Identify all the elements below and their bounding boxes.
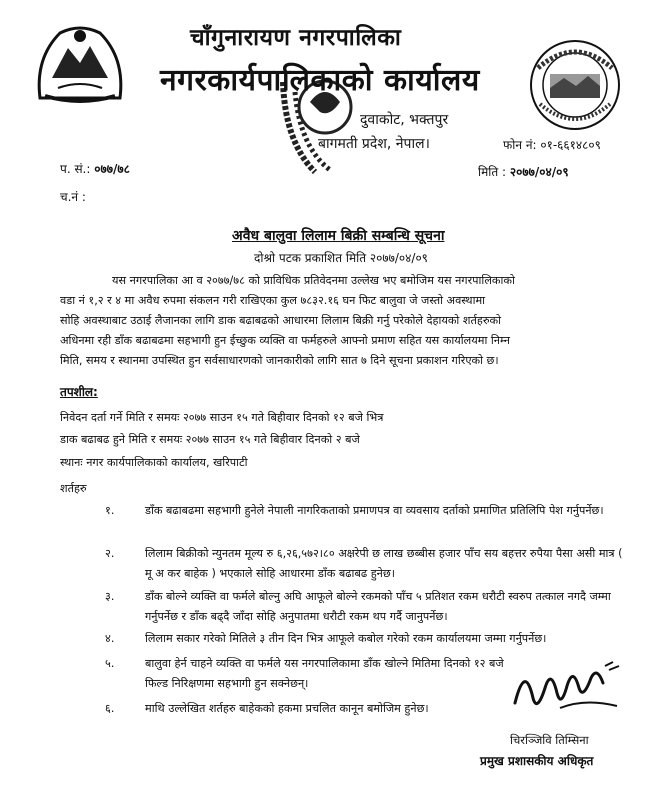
term-number: २. <box>105 547 115 560</box>
signature-icon <box>505 658 625 718</box>
date-label: मिति : <box>478 165 507 179</box>
reference-value: ०७७/७८ <box>94 162 130 176</box>
date-value: २०७७/०४/०९ <box>509 165 569 179</box>
body-line: यस नगरपालिका आ व २०७७/७८ को प्राविधिक प्रतिवेदनमा उल्लेख भए बमोजिम यस नगरपालिकाको <box>112 274 515 287</box>
office-name: नगरकार्यपालिकाको कार्यालय <box>160 63 480 98</box>
municipality-name: चाँगुनारायण नगरपालिका <box>190 25 402 51</box>
term-text: लिलाम बिक्रीको न्युनतम मूल्य रु ६,२६,५७२।८० अक्षरेपी छ लाख छब्बीस हजार पाँच सय बहत्तर रुपैया पैसा असी मात्र ( मू अ कर बाहेक ) भएकाले सोहि आधारमा डाँक बढाबढ हुनेछ। <box>145 547 623 580</box>
term-text: लिलाम सकार गरेको मितिले ३ तीन दिन भित्र आफूले कबोल गरेको रकम कार्यालयमा जम्मा गर्नुपर्नेछ। <box>145 632 547 645</box>
address-line-2: बागमती प्रदेश, नेपाल। <box>318 136 430 152</box>
letter-date <box>478 163 569 180</box>
detail-item: निवेदन दर्ता गर्ने मिति र समयः २०७७ साउन १५ गते बिहीवार दिनको १२ बजे भित्र <box>60 411 384 424</box>
term-number: ३. <box>105 590 115 603</box>
details-heading: तपशील: <box>60 385 98 399</box>
municipality-seal-icon <box>528 38 622 132</box>
signatory-name: चिरञ्जिवि तिम्सिना <box>510 733 589 747</box>
detail-item: स्थानः नगर कार्यपालिकाको कार्यालय, खरिपाटी <box>60 456 248 469</box>
term-text: डाँक बढाबढमा सहभागी हुनेले नेपाली नागरिकताको प्रमाणपत्र वा व्यवसाय दर्ताको प्रमाणित प्रतिलिपि पेश गर्नुपर्नेछ। <box>145 504 604 517</box>
phone-number: फोन नं: ०१-६६१४८०९ <box>503 138 601 152</box>
term-number: ५. <box>105 657 115 670</box>
address-line-1: दुवाकोट, भक्तपुर <box>360 112 449 128</box>
reference-label: प. सं.: <box>60 162 91 176</box>
notice-body <box>60 271 620 371</box>
term-number: ४. <box>105 632 115 645</box>
signatory-title: प्रमुख प्रशासकीय अधिकृत <box>480 754 594 768</box>
dispatch-number-label: च.नं : <box>60 190 86 204</box>
term-text: डाँक बोल्ने व्यक्ति वा फर्मले बोल्नु अघि आफूले बोल्ने रकमको पाँच ५ प्रतिशत रकम धरौटी स्वरुप तत्काल नगदै जम्मा गर्नुपर्नेछ र डाँक बढ्दै जाँदा सोहि अनुपातमा धरौटी रकम थप गर्दै जानुपर्नेछ। <box>145 590 611 623</box>
reference-number <box>60 160 130 177</box>
body-line: वडा नं १,२ र ४ मा अवैध रुपमा संकलन गरी राखिएका कुल ७८३२.१६ घन फिट बालुवा जे जस्तो अवस्थामा <box>60 294 486 307</box>
terms-heading: शर्तहरु <box>60 482 87 495</box>
body-line: मिति, समय र स्थानमा उपस्थित हुन सर्वसाधारणको जानकारीको लागि सात ७ दिने सूचना प्रकाशन गरिएको छ। <box>60 354 499 367</box>
term-number: १. <box>105 504 115 517</box>
body-line: सोहि अवस्थाबाट उठाई लैजानका लागि डाक बढाबढको आधारमा लिलाम बिक्री गर्नु परेकोले देहायको शर्तहरुको <box>60 314 501 327</box>
term-text: माथि उल्लेखित शर्तहरु बाहेकको हकमा प्रचलित कानून बमोजिम हुनेछ। <box>145 702 429 715</box>
nepal-emblem-icon <box>30 18 130 108</box>
notice-title: अवैध बालुवा लिलाम बिक्री सम्बन्धि सूचना <box>232 228 445 244</box>
term-number: ६. <box>105 702 115 715</box>
body-line: अधिनमा रही डाँक बढाबढमा सहभागी हुन ईच्छुक व्यक्ति वा फर्महरुले आफ्नो प्रमाण सहित यस कार्यालयमा निम्न <box>60 334 510 347</box>
term-text: बालुवा हेर्न चाहने व्यक्ति वा फर्मले यस नगरपालिकामा डाँक खोल्ने मितिमा दिनको १२ बजे फिल्ड निरिक्षणमा सहभागी हुन सक्नेछन्। <box>145 657 504 690</box>
notice-subtitle: दोश्रो पटक प्रकाशित मिति २०७७/०४/०९ <box>254 251 428 265</box>
detail-item: डाक बढाबढ हुने मिति र समयः २०७७ साउन १५ गते बिहीवार दिनको २ बजे <box>60 433 360 446</box>
